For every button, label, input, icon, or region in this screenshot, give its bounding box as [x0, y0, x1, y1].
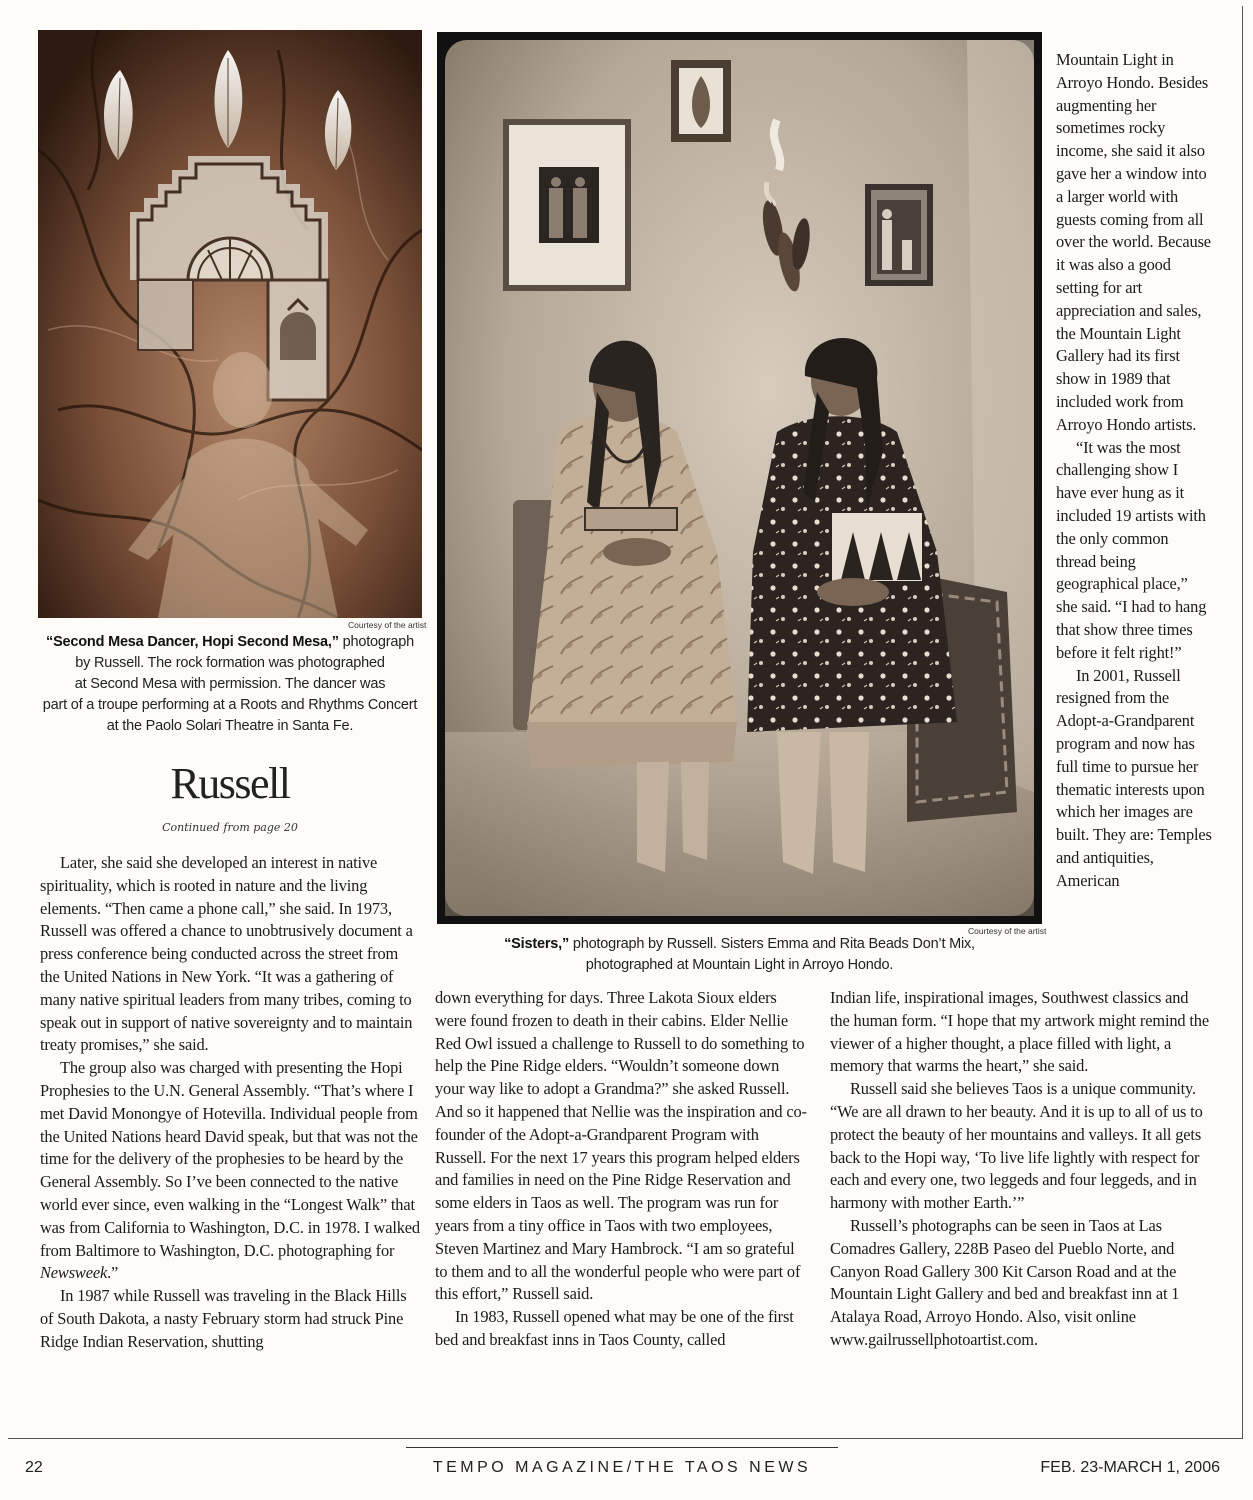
publication-name: Newsweek [40, 1263, 108, 1283]
paragraph: In 1983, Russell opened what may be one of the first bed and breakfast inns in Taos County, called [435, 1307, 794, 1349]
article-column-2 [435, 987, 810, 1352]
caption-line: by Russell. The rock formation was photographed [75, 655, 385, 671]
caption-line: photographed at Mountain Light in Arroyo Hondo. [585, 957, 894, 973]
article-column-4 [830, 987, 1210, 1352]
paragraph: down everything for days. Three Lakota Sioux elders were found frozen to death in their cabins. Elder Nellie Red Owl issued a challenge to Russell to do something to help the Pine Ridge elders. “Wouldn’t someone down your way like to adopt a Grandma?” she asked Russell. And so it happened that Nellie was the inspiration and co-founder of the Adopt-a-Grandparent Program with Russell. For the next 17 years this program helped elders and families in need on the Pine Ridge Reservation and some elders in Taos as well. The program was run for years from a tiny office in Taos with two employees, Steven Martinez and Mary Hambrock. “I am so grateful to them and to all the wonderful people who were part of this effort,” Russell said. [435, 988, 807, 1304]
paragraph: Mountain Light in Arroyo Hondo. Besides augmenting her sometimes rocky income, she said it also gave her a window into a larger world with guests coming from all over the world. Because it was also a good setting for art appreciation and sales, the Mountain Light Gallery had its first show in 1989 that included work from Arroyo Hondo artists. [1056, 50, 1211, 434]
publication-name-footer: TEMPO MAGAZINE/THE TAOS NEWS [432, 1459, 812, 1476]
paragraph [40, 1057, 420, 1285]
photo-sisters [437, 32, 1042, 924]
paragraph: Later, she said she developed an interest in native spirituality, which is rooted in nature and the living elements. “Then came a phone call,” she said. In 1973, Russell was offered a chance to unobtrusively document a press conference being conducted across the street from the United Nations in New York. “It was a gathering of many native spiritual leaders from many tribes, coming to speak out in support of native sovereignty and to maintain treaty promises,” she said. [40, 853, 413, 1055]
photo-credit-right: Courtesy of the artist [968, 926, 1047, 936]
caption-line: at the Paolo Solari Theatre in Santa Fe. [106, 718, 354, 734]
caption-title: “Second Mesa Dancer, Hopi Second Mesa,” [46, 634, 339, 650]
paragraph: In 2001, Russell resigned from the Adopt-a-Grandparent program and now has full time to pursue her thematic interests upon which her images are built. They are: Temples and antiquities, American [1056, 665, 1212, 890]
paragraph-text: .” [107, 1263, 119, 1283]
photo-second-mesa-dancer [38, 30, 422, 618]
issue-date: FEB. 23-MARCH 1, 2006 [1040, 1459, 1220, 1476]
photo-credit-left: Courtesy of the artist [348, 620, 427, 630]
caption-line: photograph by Russell. Sisters Emma and Rita Beads Don’t Mix, [569, 936, 975, 952]
paragraph: “It was the most challenging show I have ever hung as it included 19 artists with the only common thread being geographical place,” she said. “I had to hang that show three times before it felt right!” [1056, 437, 1207, 662]
paragraph-text: The group also was charged with presenting the Hopi Prophesies to the U.N. General Assembly. “That’s where I met David Monongye of Hotevilla. Individual people from the United Nations heard David speak, but that was not the time for the delivery of the prophesies to be heard by the General Assembly. So I’ve been connected to the native world ever since, even walking in the “Longest Walk” that was from California to Washington, D.C. in 1978. I walked from Baltimore to Washington, D.C. photographing for [40, 1058, 420, 1260]
paragraph: Russell’s photographs can be seen in Taos at Las Comadres Gallery, 228B Paseo del Pueblo Norte, and Canyon Road Gallery 300 Kit Carson Road and at the Mountain Light Gallery and bed and breakfast inn at 1 Atalaya Road, Arroyo Hondo. Also, visit online www.gailrussellphotoartist.com. [830, 1215, 1180, 1349]
article-headline: Russell [170, 759, 290, 808]
caption-title: “Sisters,” [504, 936, 570, 952]
paragraph: Indian life, inspirational images, Southwest classics and the human form. “I hope that my artwork might remind the viewer of a higher thought, a place filled with light, a memory that warms the heart,” she said. [830, 988, 1209, 1076]
article-column-1 [40, 852, 420, 1354]
caption-line: photograph [338, 634, 414, 650]
paragraph: In 1987 while Russell was traveling in the Black Hills of South Dakota, a nasty February storm had struck Pine Ridge Indian Reservation, shutting [40, 1286, 407, 1351]
article-column-3 [1056, 49, 1212, 892]
page-number: 22 [25, 1459, 43, 1476]
caption-line: at Second Mesa with permission. The dancer was [74, 676, 386, 692]
caption-sisters [437, 934, 1042, 976]
footer-rule [406, 1447, 838, 1448]
paragraph: Russell said she believes Taos is a unique community. “We are all drawn to her beauty. And it is up to all of us to protect the beauty of her mountains and valleys. It all gets back to the Hopi way, ‘To live life lightly with respect for each and every one, two leggeds and four leggeds, and in harmony with mother Earth.’” [830, 1079, 1203, 1213]
continued-from-note: Continued from page 20 [162, 821, 298, 834]
caption-second-mesa-dancer [38, 632, 422, 737]
caption-line: part of a troupe performing at a Roots and Rhythms Concert [42, 697, 418, 713]
